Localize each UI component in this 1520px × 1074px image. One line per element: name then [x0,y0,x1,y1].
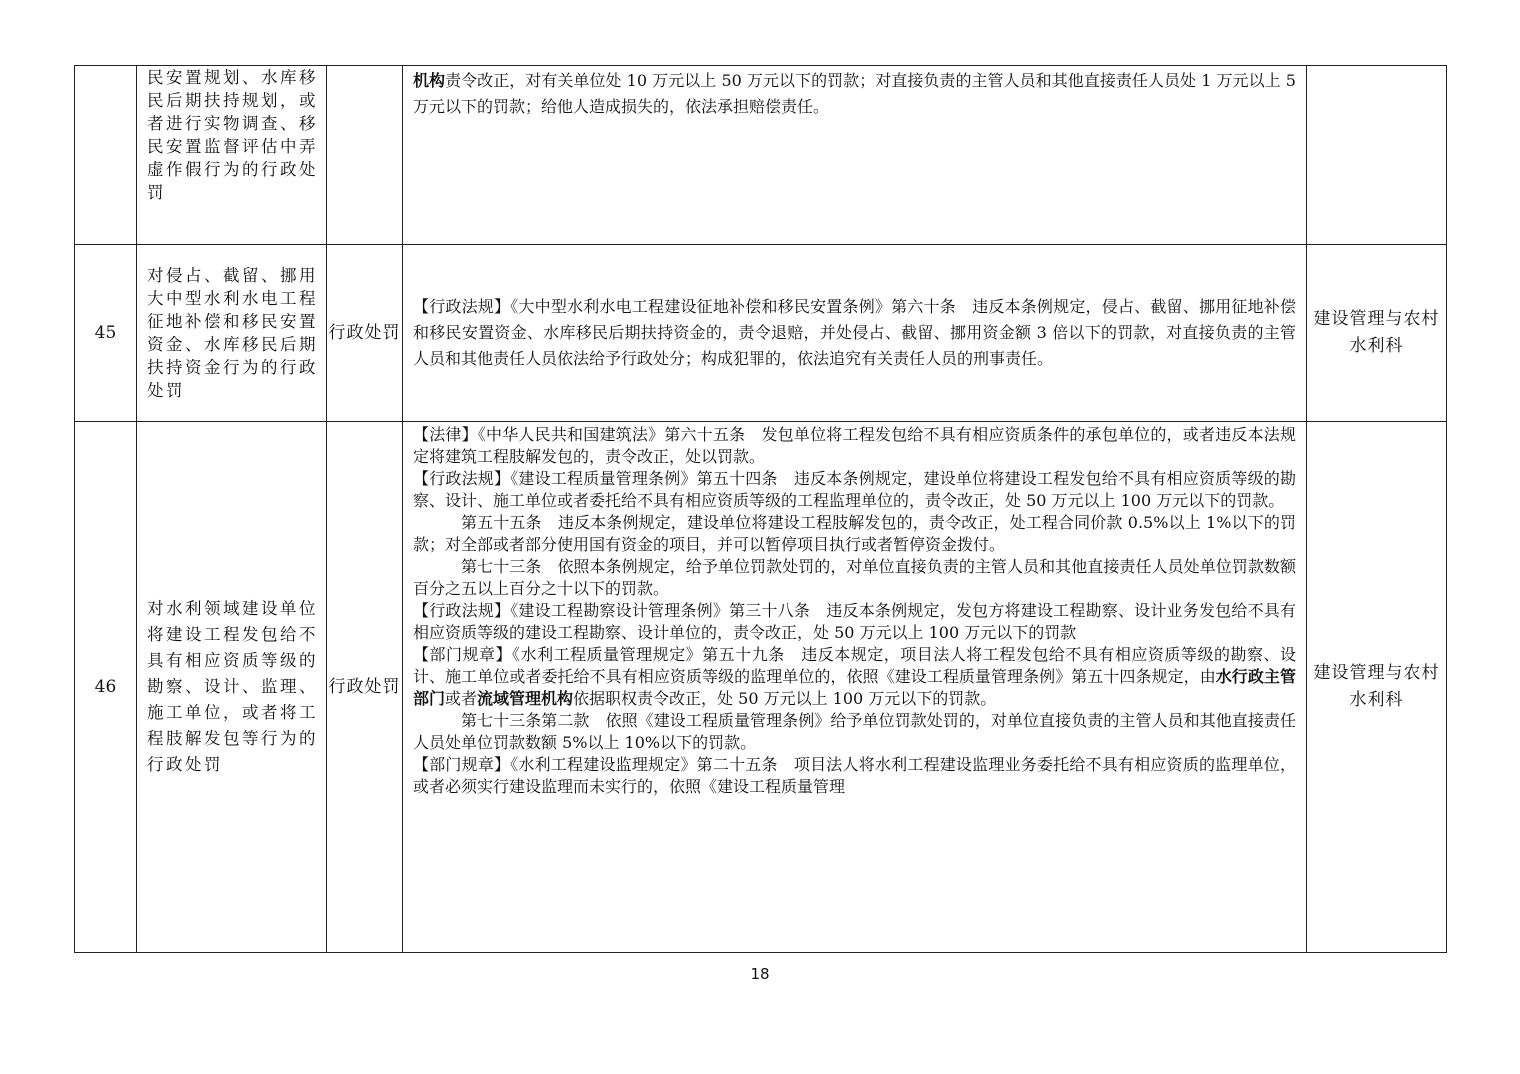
responsible-department: 建设管理与农村水利科 [1307,422,1447,953]
row-number: 46 [75,422,137,953]
basis-bold-text: 机构 [413,71,446,90]
penalty-category: 行政处罚 [327,245,403,422]
penalty-category: 行政处罚 [327,422,403,953]
table-row [75,422,1447,953]
basis-paragraph: 【行政法规】《建设工程质量管理条例》第五十四条 违反本条例规定，建设单位将建设工程发包给不具有相应资质等级的勘察、设计、施工单位或者委托给不具有相应资质等级的工程监理单位的，责令改正，处 50 万元以上 100 万元以下的罚款。 [413,469,1296,510]
basis-paragraph: 第七十三条第二款 依照《建设工程质量管理条例》给予单位罚款处罚的，对单位直接负责的主管人员和其他直接责任人员处单位罚款数额 5%以上 10%以下的罚款。 [413,711,1296,752]
penalty-table [74,65,1447,953]
basis-text: 【部门规章】《水利工程质量管理规定》第五十九条 违反本规定，项目法人将工程发包给不具有相应资质等级的勘察、设计、施工单位或者委托给不具有相应资质等级的监理单位的，依照《建设工程质量管理条例》第五十四条规定，由 [413,645,1296,686]
basis-paragraph [413,644,1296,710]
row-number [75,66,137,245]
item-name: 对侵占、截留、挪用大中型水利水电工程征地补偿和移民安置资金、水库移民后期扶持资金行为的行政处罚 [137,245,327,422]
row-number: 45 [75,245,137,422]
item-name: 对水利领域建设单位将建设工程发包给不具有相应资质等级的勘察、设计、监理、施工单位，或者将工程肢解发包等行为的行政处罚 [137,422,327,953]
legal-basis [403,66,1307,245]
legal-basis [403,422,1307,953]
table-row [75,245,1447,422]
basis-text: 依据职权责令改正，处 50 万元以上 100 万元以下的罚款。 [573,689,997,708]
basis-paragraph: 【法律】《中华人民共和国建筑法》第六十五条 发包单位将工程发包给不具有相应资质条件的承包单位的，或者违反本法规定将建筑工程肢解发包的，责令改正，处以罚款。 [413,425,1296,466]
penalty-category [327,66,403,245]
basis-paragraph: 第五十五条 违反本条例规定，建设单位将建设工程肢解发包的，责令改正，处工程合同价款 0.5%以上 1%以下的罚款；对全部或者部分使用国有资金的项目，并可以暂停项目执行或者暂停资金拨付。 [413,513,1296,554]
basis-bold-text: 流域管理机构 [477,689,574,708]
legal-basis: 【行政法规】《大中型水利水电工程建设征地补偿和移民安置条例》第六十条 违反本条例规定，侵占、截留、挪用征地补偿和移民安置资金、水库移民后期扶持资金的，责令退赔，并处侵占、截留、挪用资金额 3 倍以下的罚款，对直接负责的主管人员和其他责任人员依法给予行政处分；构成犯罪的，依法追究有关责任人员的刑事责任。 [403,245,1307,422]
table-row [75,66,1447,245]
basis-paragraph: 第七十三条 依照本条例规定，给予单位罚款处罚的，对单位直接负责的主管人员和其他直接责任人员处单位罚款数额百分之五以上百分之十以下的罚款。 [413,557,1296,598]
item-name: 民安置规划、水库移民后期扶持规划，或者进行实物调查、移民安置监督评估中弄虚作假行为的行政处罚 [137,66,327,245]
basis-text: 责令改正，对有关单位处 10 万元以上 50 万元以下的罚款；对直接负责的主管人员和其他直接责任人员处 1 万元以上 5 万元以下的罚款；给他人造成损失的，依法承担赔偿责任。 [413,71,1296,116]
responsible-department [1307,66,1447,245]
basis-bold-text: 水行政主管部门 [413,667,1296,708]
basis-text: 或者 [445,689,478,708]
basis-paragraph: 【行政法规】《建设工程勘察设计管理条例》第三十八条 违反本条例规定，发包方将建设工程勘察、设计业务发包给不具有相应资质等级的建设工程勘察、设计单位的，责令改正，处 50 万元以上 100 万元以下的罚款 [413,601,1296,642]
page-number: 18 [750,965,770,983]
responsible-department: 建设管理与农村水利科 [1307,245,1447,422]
basis-paragraph: 【部门规章】《水利工程建设监理规定》第二十五条 项目法人将水利工程建设监理业务委托给不具有相应资质的监理单位，或者必须实行建设监理而未实行的，依照《建设工程质量管理 [413,755,1296,796]
